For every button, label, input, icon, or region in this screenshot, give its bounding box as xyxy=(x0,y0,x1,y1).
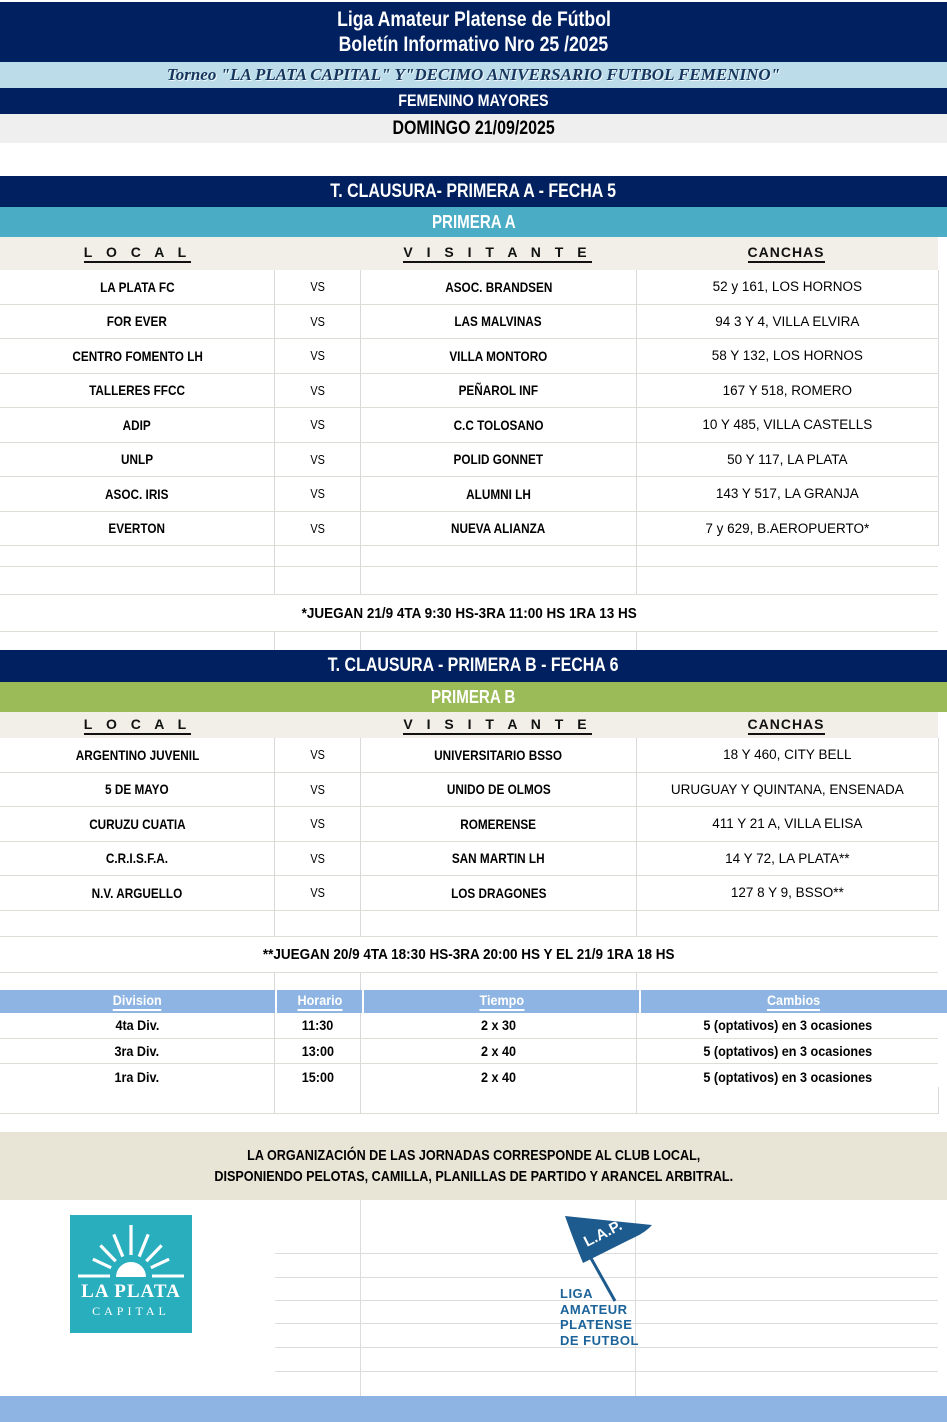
league-title: Liga Amateur Platense de Fútbol xyxy=(336,7,611,31)
section-a-note-row xyxy=(0,595,938,632)
match-row xyxy=(0,270,938,305)
vs-label: VS xyxy=(310,850,326,866)
capital-logo-line1: LA PLATA xyxy=(81,1281,181,1302)
horario-value: 13:00 xyxy=(301,1043,334,1060)
vs-label: VS xyxy=(310,816,326,832)
cancha-value: 52 y 161, LOS HORNOS xyxy=(712,279,862,295)
visitante-team: LOS DRAGONES xyxy=(450,884,547,901)
visitante-team: ALUMNI LH xyxy=(466,485,531,502)
schedule-row xyxy=(0,1039,938,1065)
empty-row xyxy=(0,567,938,595)
section-b-column-headers xyxy=(0,712,938,738)
visitante-team: PEÑAROL INF xyxy=(458,382,539,399)
match-row xyxy=(0,738,938,773)
vs-label: VS xyxy=(310,348,326,364)
visitante-team: ROMERENSE xyxy=(460,815,537,832)
schedule-row xyxy=(0,1013,938,1039)
local-team: TALLERES FFCC xyxy=(89,382,186,399)
section-b-note: **JUEGAN 20/9 4TA 18:30 HS-3RA 20:00 HS Y EL 21/9 1RA 18 HS xyxy=(263,945,675,963)
local-header: L O C A L xyxy=(84,716,191,735)
division-value: 3ra Div. xyxy=(114,1043,160,1060)
vs-label: VS xyxy=(310,885,326,901)
empty-row xyxy=(0,1087,939,1114)
match-row xyxy=(0,773,938,808)
section-a-fixtures xyxy=(0,270,939,546)
horario-value: 11:30 xyxy=(302,1017,334,1034)
vs-label: VS xyxy=(310,781,326,797)
match-row xyxy=(0,374,938,409)
section-primera-a xyxy=(0,176,947,660)
cancha-value: 411 Y 21 A, VILLA ELISA xyxy=(712,816,863,832)
lap-name-line: DE FUTBOL xyxy=(560,1332,639,1348)
local-team: ASOC. IRIS xyxy=(105,485,169,502)
match-row xyxy=(0,305,938,340)
local-team: ADIP xyxy=(123,416,152,433)
section-b-title: T. CLAUSURA - PRIMERA B - FECHA 6 xyxy=(328,655,619,676)
lap-name-line: PLATENSE xyxy=(560,1317,633,1332)
cancha-value: 94 3 Y 4, VILLA ELVIRA xyxy=(715,313,860,329)
visitante-team: UNIVERSITARIO BSSO xyxy=(434,746,563,763)
cancha-value: 167 Y 518, ROMERO xyxy=(722,382,852,398)
section-b-fixtures xyxy=(0,738,939,911)
bulletin-number: Boletín Informativo Nro 25 /2025 xyxy=(338,32,609,56)
empty-row xyxy=(0,546,938,567)
category-label: FEMENINO MAYORES xyxy=(398,91,549,110)
cancha-value: 50 Y 117, LA PLATA xyxy=(727,451,848,467)
lap-name-line: LIGA xyxy=(560,1286,594,1301)
cancha-value: 10 Y 485, VILLA CASTELLS xyxy=(702,417,873,433)
vs-label: VS xyxy=(310,486,326,502)
cancha-value: 7 y 629, B.AEROPUERTO* xyxy=(705,520,870,536)
vs-label: VS xyxy=(310,417,326,433)
section-b-note-row xyxy=(0,937,938,973)
section-a-title: T. CLAUSURA- PRIMERA A - FECHA 5 xyxy=(330,180,617,202)
section-b-title-band xyxy=(0,650,947,682)
horario-header: Horario xyxy=(297,992,342,1011)
cancha-value: 58 Y 132, LOS HORNOS xyxy=(711,348,863,364)
tiempo-value: 2 x 40 xyxy=(480,1043,516,1060)
visitante-team: POLID GONNET xyxy=(453,451,544,468)
empty-row xyxy=(0,911,938,937)
division-header: Division xyxy=(113,992,162,1011)
sunburst-icon xyxy=(70,1215,192,1283)
cancha-value: 143 Y 517, LA GRANJA xyxy=(715,486,859,502)
section-a-division-band xyxy=(0,207,947,237)
organization-note-line2: DISPONIENDO PELOTAS, CAMILLA, PLANILLAS DE PARTIDO Y ARANCEL ARBITRAL. xyxy=(214,1168,733,1185)
local-team: UNLP xyxy=(121,451,154,468)
visitante-header: V I S I T A N T E xyxy=(403,716,591,735)
lap-name-line: AMATEUR xyxy=(560,1301,628,1317)
section-a-division: PRIMERA A xyxy=(431,211,516,232)
cambios-value: 5 (optativos) en 3 ocasiones xyxy=(702,1017,872,1034)
organization-note-line1: LA ORGANIZACIÓN DE LAS JORNADAS CORRESPONDE AL CLUB LOCAL, xyxy=(246,1147,701,1164)
visitante-team: SAN MARTIN LH xyxy=(452,850,545,867)
cancha-value: URUGUAY Y QUINTANA, ENSENADA xyxy=(670,781,904,797)
division-value: 1ra Div. xyxy=(114,1068,160,1085)
section-b-division: PRIMERA B xyxy=(431,686,516,707)
cancha-value: 18 Y 460, CITY BELL xyxy=(723,747,852,763)
local-team: ARGENTINO JUVENIL xyxy=(75,746,199,763)
local-team: N.V. ARGUELLO xyxy=(91,884,183,901)
cancha-value: 14 Y 72, LA PLATA** xyxy=(725,850,850,866)
date-banner xyxy=(0,114,947,143)
category-banner xyxy=(0,88,947,114)
section-a-title-band xyxy=(0,176,947,207)
vs-label: VS xyxy=(310,747,326,763)
section-b-division-band xyxy=(0,682,947,712)
match-row xyxy=(0,339,938,374)
horario-value: 15:00 xyxy=(301,1068,334,1085)
canchas-header: CANCHAS xyxy=(748,716,825,735)
tiempo-value: 2 x 30 xyxy=(480,1017,516,1034)
section-a-column-headers xyxy=(0,237,938,270)
organization-note xyxy=(0,1132,947,1200)
visitante-team: NUEVA ALIANZA xyxy=(451,520,546,537)
section-a-note: *JUEGAN 21/9 4TA 9:30 HS-3RA 11:00 HS 1RA 13 HS xyxy=(301,604,637,622)
tournament-banner xyxy=(0,62,947,88)
cambios-header: Cambios xyxy=(767,992,820,1011)
match-row xyxy=(0,512,938,547)
gridline xyxy=(360,1200,361,1396)
local-team: CENTRO FOMENTO LH xyxy=(71,347,203,364)
match-row xyxy=(0,408,938,443)
visitante-team: UNIDO DE OLMOS xyxy=(446,781,551,798)
lap-flag-text: L.A.P. xyxy=(581,1216,625,1251)
match-row xyxy=(0,842,938,877)
cambios-value: 5 (optativos) en 3 ocasiones xyxy=(702,1043,872,1060)
match-row xyxy=(0,443,938,478)
local-header: L O C A L xyxy=(84,244,191,263)
gridline xyxy=(275,1371,938,1372)
section-primera-b xyxy=(0,650,947,999)
visitante-team: VILLA MONTORO xyxy=(449,347,548,364)
lap-logo-name xyxy=(560,1286,639,1348)
vs-label: VS xyxy=(310,520,326,536)
match-row xyxy=(0,876,938,911)
schedule-rows xyxy=(0,1013,938,1090)
cancha-value: 127 8 Y 9, BSSO** xyxy=(730,885,844,901)
vs-label: VS xyxy=(310,382,326,398)
visitante-header: V I S I T A N T E xyxy=(403,244,591,263)
bottom-band xyxy=(0,1396,947,1422)
tiempo-header: Tiempo xyxy=(479,992,524,1011)
schedule-header-row xyxy=(0,990,947,1013)
visitante-team: LAS MALVINAS xyxy=(454,313,543,330)
match-row xyxy=(0,807,938,842)
bulletin-header xyxy=(0,2,947,62)
tournament-title: Torneo "LA PLATA CAPITAL" Y"DECIMO ANIVERSARIO FUTBOL FEMENINO" xyxy=(166,65,781,84)
local-team: FOR EVER xyxy=(107,313,168,330)
local-team: 5 DE MAYO xyxy=(105,781,170,798)
visitante-team: ASOC. BRANDSEN xyxy=(444,278,552,295)
la-plata-capital-logo xyxy=(70,1215,192,1333)
match-date: DOMINGO 21/09/2025 xyxy=(392,117,555,139)
capital-logo-line2: CAPITAL xyxy=(92,1304,170,1318)
local-team: EVERTON xyxy=(108,520,166,537)
vs-label: VS xyxy=(310,279,326,295)
cambios-value: 5 (optativos) en 3 ocasiones xyxy=(702,1068,872,1085)
vs-label: VS xyxy=(310,451,326,467)
local-team: LA PLATA FC xyxy=(99,278,175,295)
local-team: C.R.I.S.F.A. xyxy=(106,850,169,867)
vs-label: VS xyxy=(310,313,326,329)
local-team: CURUZU CUATIA xyxy=(88,815,186,832)
tiempo-value: 2 x 40 xyxy=(480,1068,516,1085)
match-row xyxy=(0,477,938,512)
visitante-team: C.C TOLOSANO xyxy=(453,416,544,433)
canchas-header: CANCHAS xyxy=(748,244,825,263)
division-value: 4ta Div. xyxy=(115,1017,160,1034)
